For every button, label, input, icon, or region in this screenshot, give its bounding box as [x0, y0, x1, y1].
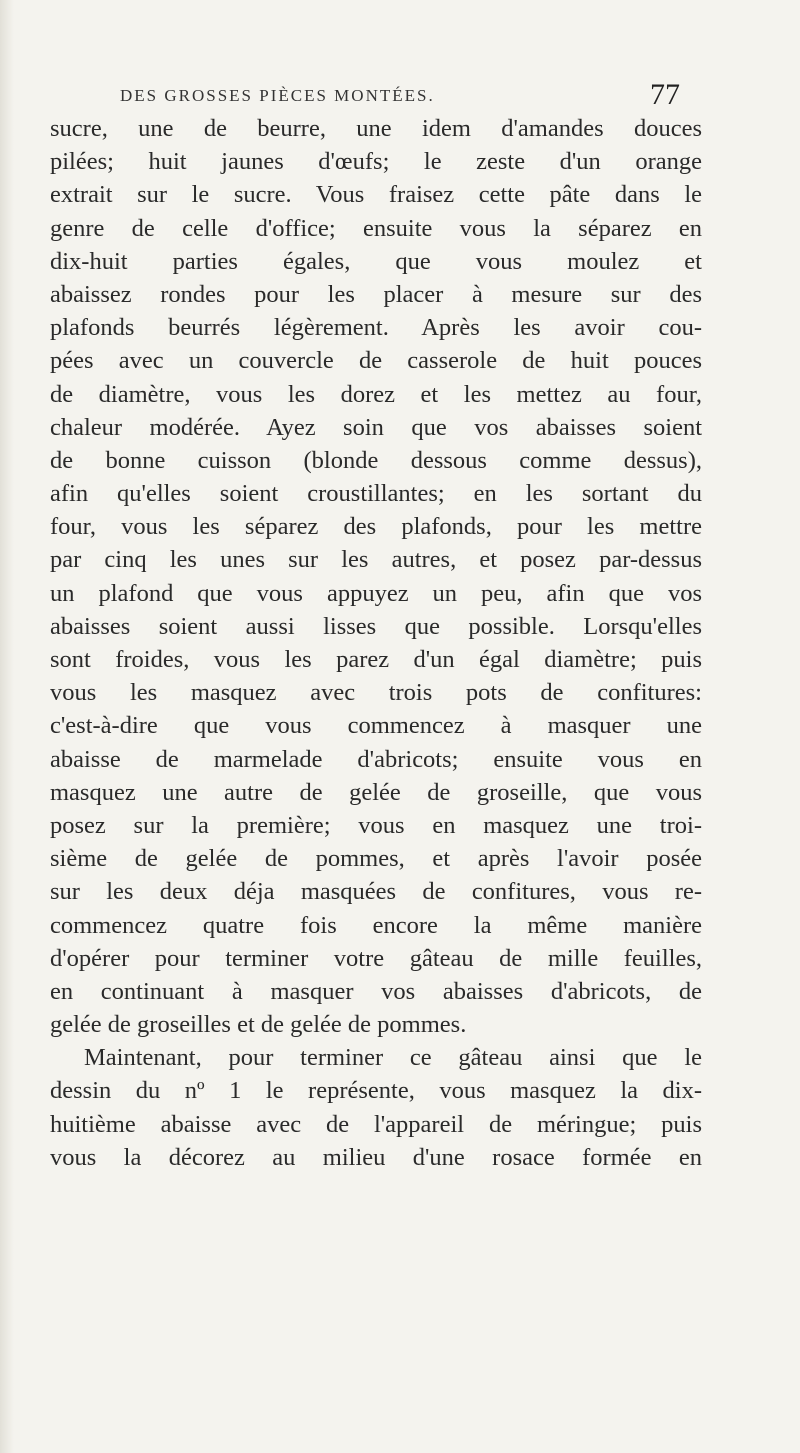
text-line: dessin du nº 1 le représente, vous masquez la dix-: [50, 1077, 702, 1105]
text-line: four, vous les séparez des plafonds, pour les mettre: [50, 513, 702, 541]
text-line: chaleur modérée. Ayez soin que vos abaisses soient: [50, 413, 702, 441]
text-line: vous la décorez au milieu d'une rosace formée en: [50, 1143, 702, 1171]
text-line: sont froides, vous les parez d'un égal diamètre; puis: [50, 646, 702, 673]
text-line: de bonne cuisson (blonde dessous comme dessus),: [50, 446, 702, 474]
body-text: [50, 112, 702, 1174]
text-line: genre de celle d'office; ensuite vous la séparez en: [50, 214, 702, 242]
text-line: c'est-à-dire que vous commencez à masquer une: [50, 712, 702, 740]
text-line: pilées; huit jaunes d'œufs; le zeste d'un orange: [50, 148, 702, 176]
text-line: sur les deux déja masquées de confitures, vous re-: [50, 878, 702, 906]
running-title: DES GROSSES PIÈCES MONTÉES.: [120, 86, 435, 105]
text-line: commencez quatre fois encore la même manière: [50, 911, 702, 939]
text-line: vous les masquez avec trois pots de confitures:: [50, 679, 702, 707]
page-number: 77: [650, 78, 680, 111]
text-line: masquez une autre de gelée de groseille, que vous: [50, 778, 702, 806]
text-line: par cinq les unes sur les autres, et posez par-dessus: [50, 546, 702, 574]
text-line: abaisse de marmelade d'abricots; ensuite vous en: [50, 745, 702, 773]
text-line: dix-huit parties égales, que vous moulez et: [50, 247, 702, 275]
text-line: sième de gelée de pommes, et après l'avoir posée: [50, 845, 702, 873]
text-line: gelée de groseilles et de gelée de pommes.: [50, 1011, 467, 1039]
text-line: un plafond que vous appuyez un peu, afin que vos: [50, 579, 702, 607]
text-line: d'opérer pour terminer votre gâteau de mille feuilles,: [50, 944, 702, 972]
text-line: Maintenant, pour terminer ce gâteau ainsi que le: [84, 1044, 702, 1072]
text-line: huitième abaisse avec de l'appareil de méringue; puis: [50, 1110, 702, 1138]
text-line: posez sur la première; vous en masquez une troi-: [50, 811, 702, 839]
text-line: plafonds beurrés légèrement. Après les avoir cou-: [50, 314, 702, 342]
text-line: afin qu'elles soient croustillantes; en les sortant du: [50, 480, 702, 508]
text-line: abaissez rondes pour les placer à mesure sur des: [50, 280, 702, 308]
page-spine-shadow: [0, 0, 14, 1453]
text-line: pées avec un couvercle de casserole de huit pouces: [50, 347, 702, 375]
text-line: extrait sur le sucre. Vous fraisez cette pâte dans le: [50, 181, 702, 209]
text-line: sucre, une de beurre, une idem d'amandes douces: [50, 115, 702, 142]
text-line: abaisses soient aussi lisses que possible. Lorsqu'elles: [50, 612, 702, 640]
text-line: de diamètre, vous les dorez et les mettez au four,: [50, 380, 702, 408]
text-line: en continuant à masquer vos abaisses d'abricots, de: [50, 977, 702, 1005]
